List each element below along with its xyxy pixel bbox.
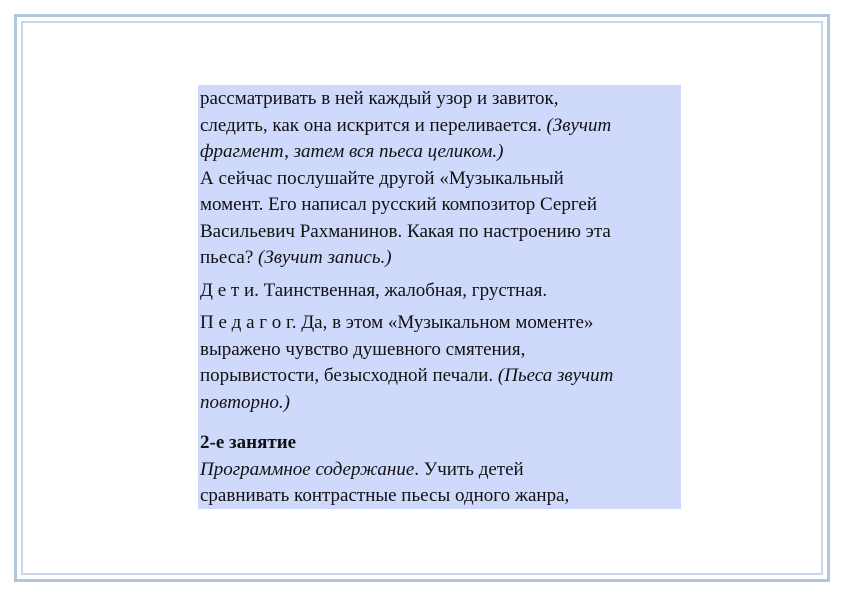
- paragraph-5-italic: Программное содержание: [200, 458, 415, 480]
- paragraph-1-line-1: рассматривать в ней каждый узор и завиток,: [200, 88, 559, 109]
- paragraph-4-line-1: П е д а г о г. Да, в этом «Музыкальном моменте»: [200, 312, 594, 333]
- paragraph-4-line-2: выражено чувство душевного смятения,: [200, 338, 526, 360]
- paragraph-4-italic-1: (Пьеса звучит: [497, 365, 614, 386]
- paragraph-1-italic-2: фрагмент, затем вся пьеса целиком.): [200, 141, 504, 162]
- paragraph-2-line-3: Васильевич Рахманинов. Какая по настроению эта: [200, 220, 611, 242]
- paragraph-5: [200, 457, 678, 510]
- paragraph-1: [200, 86, 678, 166]
- paragraph-5-rest: . Учить детей: [414, 458, 524, 480]
- paragraph-4-line-3: порывистости, безысходной печали.: [200, 365, 494, 386]
- text-block: [198, 85, 681, 509]
- paragraph-3: Д е т и. Таинственная, жалобная, грустная.: [200, 279, 548, 301]
- paragraph-2-italic: (Звучит запись.): [258, 247, 392, 268]
- paragraph-2-line-4: пьеса?: [200, 247, 254, 268]
- paragraph-2-line-1: А сейчас послушайте другой «Музыкальный: [200, 167, 564, 189]
- paragraph-1-line-2: следить, как она искрится и переливается.: [200, 114, 542, 136]
- paragraph-2-line-2: момент. Его написал русский композитор Сергей: [200, 194, 598, 215]
- paragraph-5-line-2: сравнивать контрастные пьесы одного жанра,: [200, 485, 570, 506]
- section-heading: 2-е занятие: [200, 432, 297, 453]
- paragraph-4: [200, 310, 678, 416]
- paragraph-1-italic-1: (Звучит: [546, 114, 612, 136]
- paragraph-4-italic-2: повторно.): [200, 391, 290, 413]
- paragraph-2: [200, 166, 678, 272]
